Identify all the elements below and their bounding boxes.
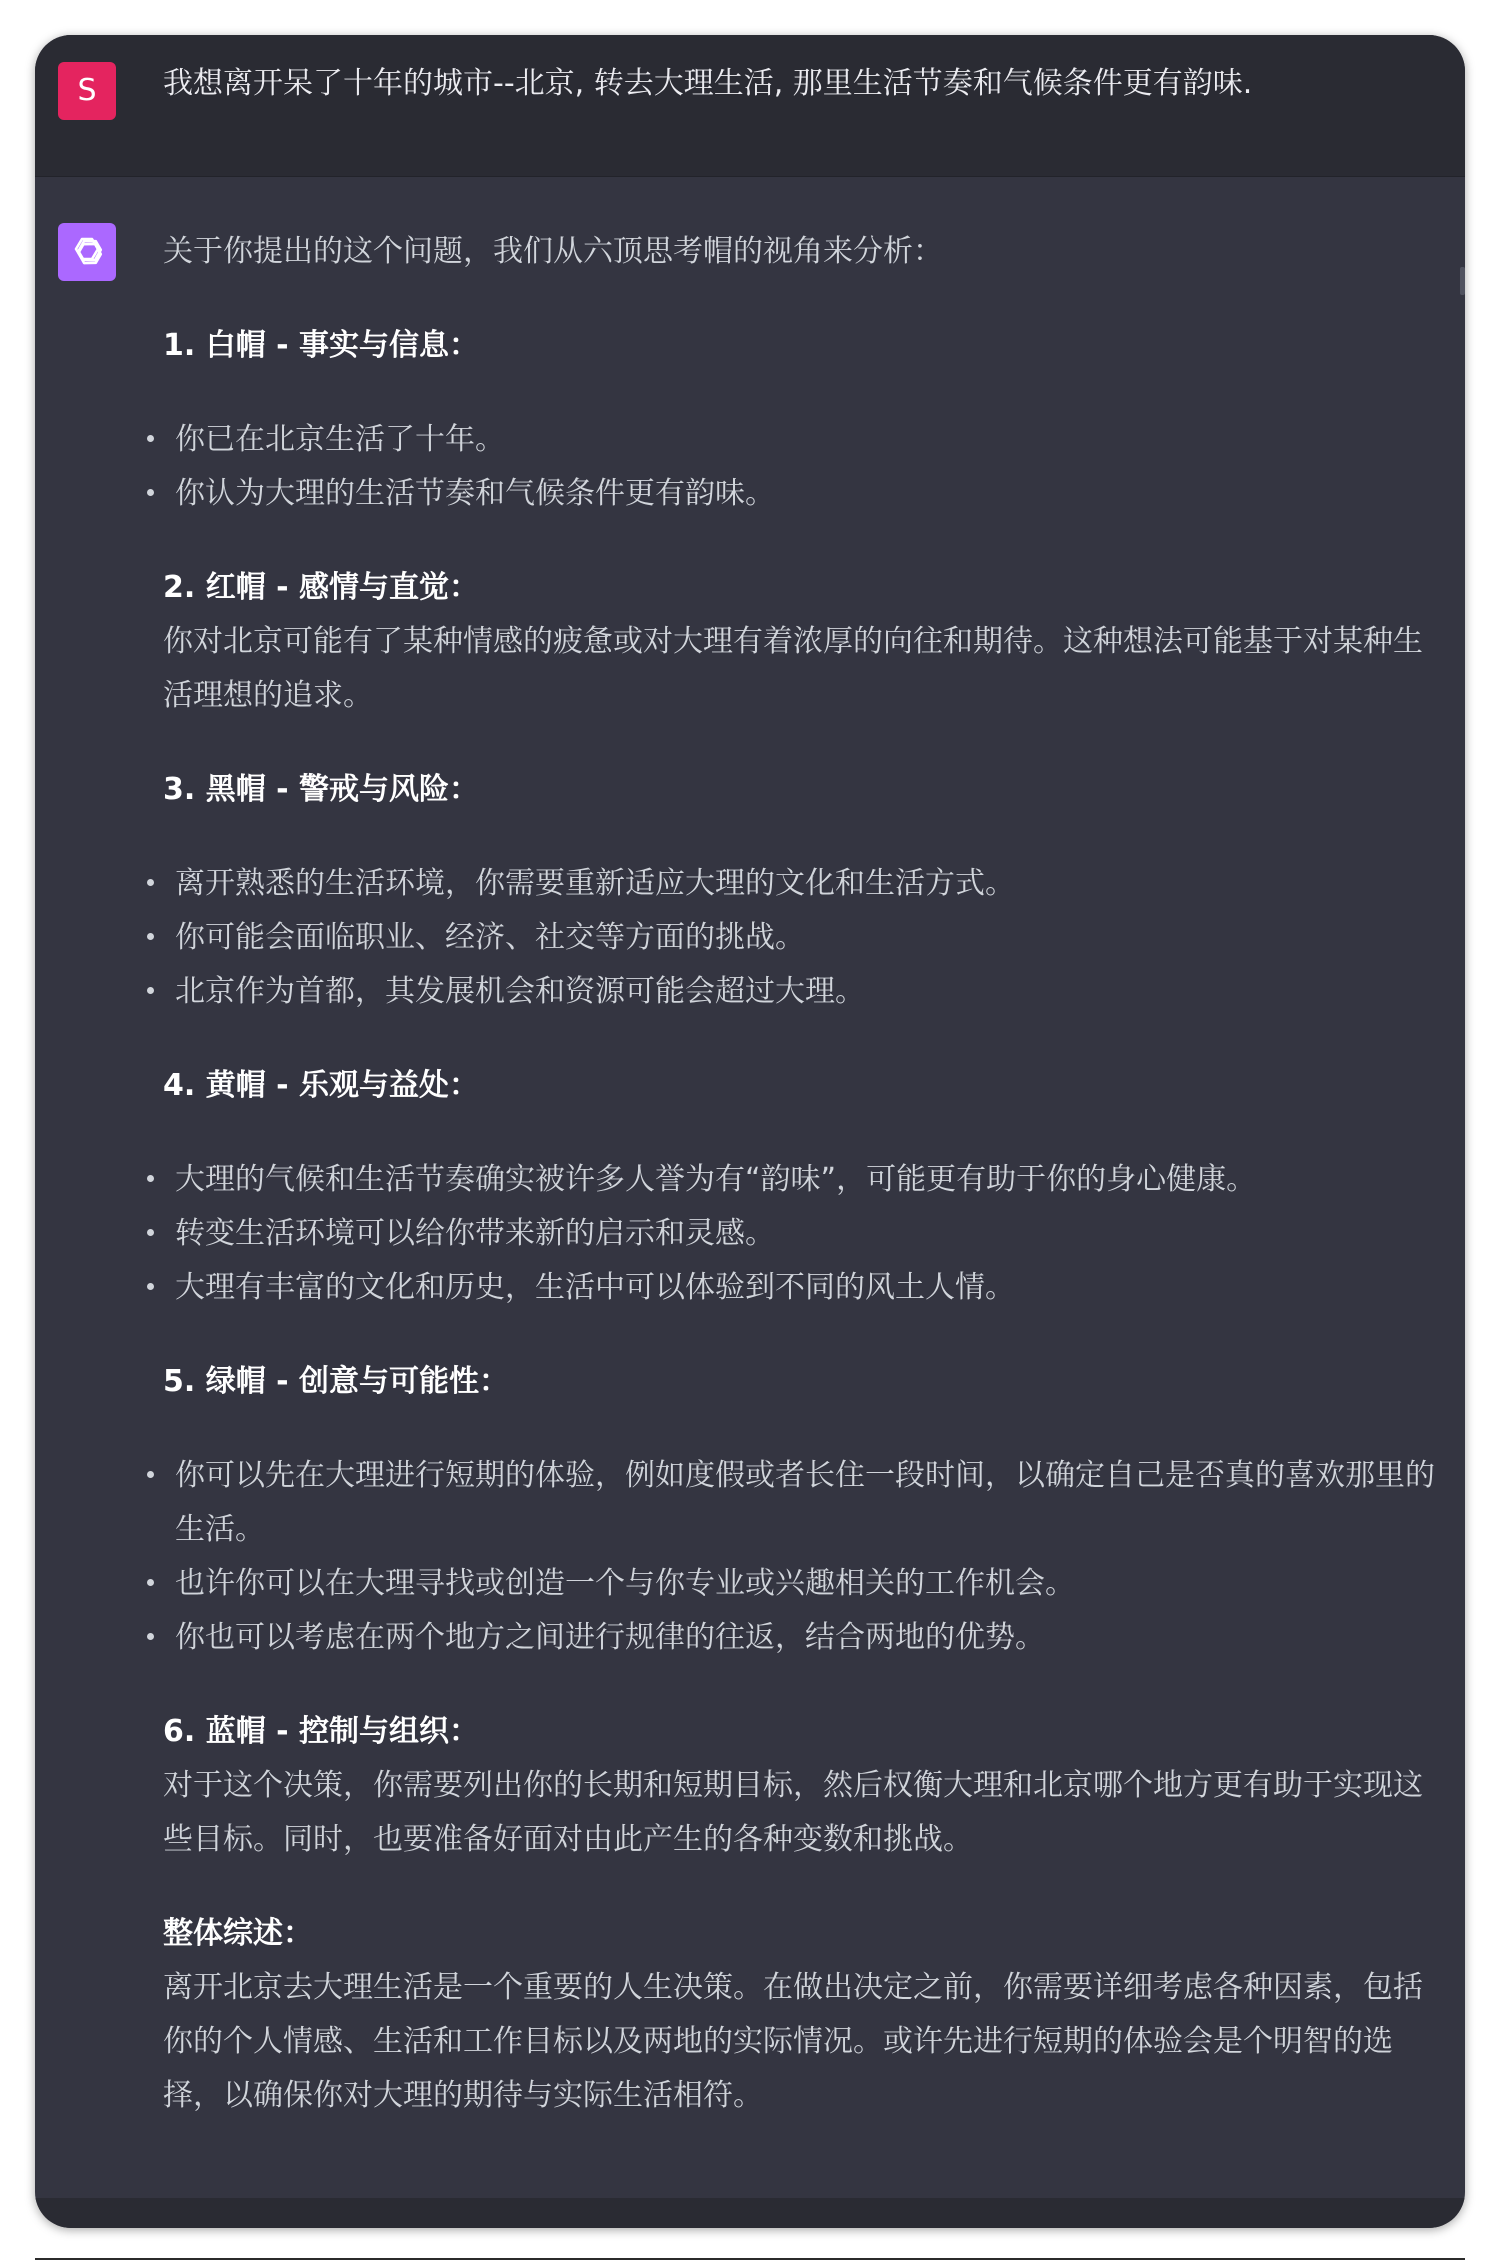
list-item: 也许你可以在大理寻找或创造一个与你专业或兴趣相关的工作机会。 xyxy=(147,1557,1435,1611)
list-item: 北京作为首都，其发展机会和资源可能会超过大理。 xyxy=(147,965,1435,1019)
list-item: 你认为大理的生活节奏和气候条件更有韵味。 xyxy=(147,467,1435,521)
answer-section xyxy=(163,1907,1435,2123)
section-heading: 1. 白帽 - 事实与信息： xyxy=(163,328,480,363)
list-item: 转变生活环境可以给你带来新的启示和灵感。 xyxy=(147,1207,1435,1261)
bullet-list xyxy=(147,857,1435,1019)
list-item: 你已在北京生活了十年。 xyxy=(147,413,1435,467)
bullet-list xyxy=(147,1153,1435,1315)
answer-section xyxy=(163,319,1435,521)
section-paragraph: 对于这个决策，你需要列出你的长期和短期目标，然后权衡大理和北京哪个地方更有助于实现这些目标。同时，也要准备好面对由此产生的各种变数和挑战。 xyxy=(163,1768,1423,1857)
user-message-row xyxy=(35,35,1465,177)
section-heading: 整体综述： xyxy=(163,1916,313,1951)
section-paragraph: 你对北京可能有了某种情感的疲惫或对大理有着浓厚的向往和期待。这种想法可能基于对某种生活理想的追求。 xyxy=(163,624,1423,713)
answer-section xyxy=(163,1705,1435,1867)
list-item: 你也可以考虑在两个地方之间进行规律的往返，结合两地的优势。 xyxy=(147,1611,1435,1665)
user-message-text: 我想离开呆了十年的城市--北京, 转去大理生活, 那里生活节奏和气候条件更有韵味. xyxy=(163,66,1253,101)
openai-logo-icon xyxy=(58,223,116,281)
divider xyxy=(35,2258,1465,2260)
bullet-list xyxy=(147,1449,1435,1665)
section-heading: 6. 蓝帽 - 控制与组织： xyxy=(163,1714,480,1749)
list-item: 大理有丰富的文化和历史，生活中可以体验到不同的风土人情。 xyxy=(147,1261,1435,1315)
list-item: 大理的气候和生活节奏确实被许多人誉为有“韵味”，可能更有助于你的身心健康。 xyxy=(147,1153,1435,1207)
answer-section xyxy=(163,1355,1435,1665)
section-heading: 2. 红帽 - 感情与直觉： xyxy=(163,570,480,605)
answer-section xyxy=(163,763,1435,1019)
bullet-list xyxy=(147,413,1435,521)
list-item: 你可能会面临职业、经济、社交等方面的挑战。 xyxy=(147,911,1435,965)
list-item: 你可以先在大理进行短期的体验，例如度假或者长住一段时间，以确定自己是否真的喜欢那里的生活。 xyxy=(147,1449,1435,1557)
assistant-intro: 关于你提出的这个问题，我们从六顶思考帽的视角来分析： xyxy=(163,234,943,269)
section-heading: 4. 黄帽 - 乐观与益处： xyxy=(163,1068,480,1103)
answer-section xyxy=(163,1059,1435,1315)
section-heading: 5. 绿帽 - 创意与可能性： xyxy=(163,1364,510,1399)
section-heading: 3. 黑帽 - 警戒与风险： xyxy=(163,772,480,807)
user-avatar: S xyxy=(58,62,116,120)
assistant-message xyxy=(163,225,1435,2123)
answer-section xyxy=(163,561,1435,723)
list-item: 离开熟悉的生活环境，你需要重新适应大理的文化和生活方式。 xyxy=(147,857,1435,911)
bottom-bar xyxy=(35,2198,1465,2228)
section-paragraph: 离开北京去大理生活是一个重要的人生决策。在做出决定之前，你需要详细考虑各种因素，包括你的个人情感、生活和工作目标以及两地的实际情况。或许先进行短期的体验会是个明智的选择，以确保你对大理的期待与实际生活相符。 xyxy=(163,1970,1423,2113)
scrollbar-thumb[interactable] xyxy=(1460,267,1465,295)
chat-card xyxy=(35,35,1465,2228)
